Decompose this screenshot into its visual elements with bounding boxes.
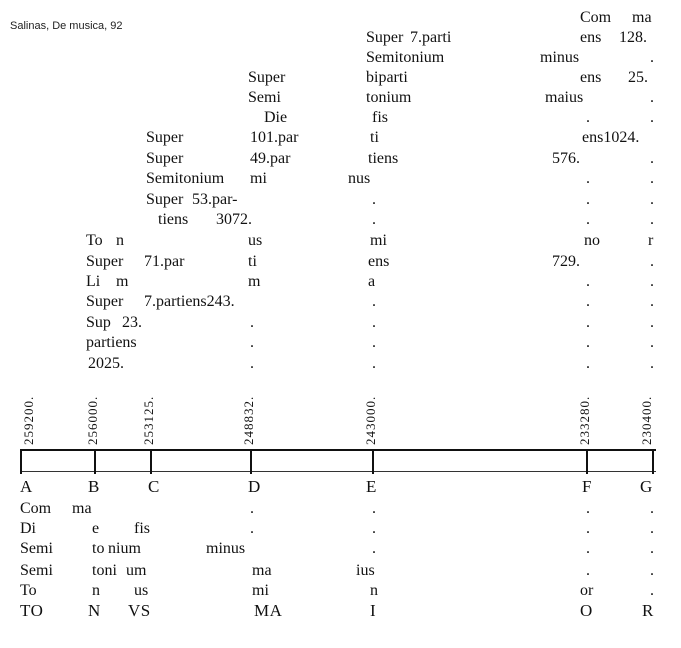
division-tick — [250, 449, 252, 474]
diagram-word: Semitonium — [146, 170, 225, 187]
capital-label: MA — [254, 601, 283, 620]
diagram-word: tiens — [368, 150, 399, 167]
diagram-word: Com — [20, 500, 52, 517]
diagram-word: To — [20, 582, 37, 599]
division-tick — [652, 449, 654, 474]
diagram-word: maius — [545, 89, 584, 106]
diagram-word: . — [650, 520, 654, 537]
diagram-word: . — [650, 500, 654, 517]
diagram-word: 729. — [552, 253, 580, 270]
diagram-word: 7.partiens243. — [144, 293, 235, 310]
diagram-word: Super — [146, 150, 184, 167]
capital-label: D — [248, 477, 261, 496]
diagram-word: To — [86, 232, 103, 249]
diagram-word: m — [248, 273, 261, 290]
diagram-word: . — [586, 170, 590, 187]
diagram-word: to — [92, 540, 105, 557]
diagram-word: . — [650, 109, 654, 126]
diagram-word: m — [116, 273, 129, 290]
diagram-word: Super — [248, 69, 286, 86]
diagram-word: ma — [252, 562, 272, 579]
string-length-number: 248832. — [241, 395, 256, 445]
diagram-word: fis — [372, 109, 388, 126]
diagram-word: . — [372, 334, 376, 351]
diagram-word: Semitonium — [366, 49, 445, 66]
string-length-number: 256000. — [85, 395, 100, 445]
diagram-word: Di — [20, 520, 36, 537]
capital-label: N — [88, 601, 101, 620]
capital-label: B — [88, 477, 100, 496]
diagram-word: . — [650, 191, 654, 208]
capital-label: A — [20, 477, 33, 496]
diagram-word: ma — [72, 500, 92, 517]
diagram-word: mi — [370, 232, 387, 249]
diagram-word: . — [586, 562, 590, 579]
diagram-word: n — [370, 582, 378, 599]
diagram-word: . — [586, 314, 590, 331]
capital-label: O — [580, 601, 593, 620]
diagram-word: ma — [632, 9, 652, 26]
diagram-word: toni — [92, 562, 117, 579]
capital-label: VS — [128, 601, 151, 620]
diagram-word: . — [650, 273, 654, 290]
diagram-word: 25. — [628, 69, 648, 86]
diagram-word: e — [92, 520, 100, 537]
diagram-word: . — [650, 293, 654, 310]
diagram-word: biparti — [366, 69, 408, 86]
diagram-word: . — [372, 191, 376, 208]
diagram-word: no — [584, 232, 600, 249]
diagram-word: us — [248, 232, 263, 249]
diagram-word: . — [650, 89, 654, 106]
diagram-word: ti — [370, 129, 379, 146]
diagram-word: Super — [146, 191, 184, 208]
capital-label: TO — [20, 601, 44, 620]
diagram-word: minus — [540, 49, 580, 66]
diagram-word: 71.par — [144, 253, 185, 270]
diagram-word: . — [650, 211, 654, 228]
capital-label: R — [642, 601, 654, 620]
diagram-word: partiens — [86, 334, 137, 351]
diagram-word: mi — [250, 170, 267, 187]
capital-label: G — [640, 477, 653, 496]
page-caption: Salinas, De musica, 92 — [10, 20, 123, 32]
diagram-word: Semi — [20, 562, 53, 579]
diagram-word: . — [250, 500, 254, 517]
diagram-word: 23. — [122, 314, 142, 331]
capital-label: I — [370, 601, 377, 620]
diagram-word: Com — [580, 9, 612, 26]
diagram-word: . — [586, 520, 590, 537]
division-tick — [94, 449, 96, 474]
diagram-word: a — [368, 273, 376, 290]
diagram-word: 49.par — [250, 150, 291, 167]
string-length-number: 259200. — [21, 395, 36, 445]
diagram-word: tonium — [366, 89, 412, 106]
diagram-word: . — [372, 520, 376, 537]
diagram-word: ti — [248, 253, 257, 270]
division-tick — [586, 449, 588, 474]
division-tick — [20, 449, 22, 474]
diagram-word: Die — [264, 109, 288, 126]
diagram-word: . — [650, 582, 654, 599]
diagram-word: . — [372, 355, 376, 372]
diagram-word: . — [586, 211, 590, 228]
diagram-word: . — [586, 191, 590, 208]
diagram-word: 3072. — [216, 211, 252, 228]
diagram-word: n — [92, 582, 100, 599]
diagram-word: tiens — [158, 211, 189, 228]
diagram-word: ens1024. — [582, 129, 640, 146]
diagram-word: . — [650, 314, 654, 331]
diagram-word: . — [650, 150, 654, 167]
diagram-word: 101.par — [250, 129, 299, 146]
diagram-word: . — [372, 540, 376, 557]
diagram-word: . — [586, 273, 590, 290]
diagram-word: Li — [86, 273, 101, 290]
string-length-number: 230400. — [639, 395, 654, 445]
diagram-word: ens — [368, 253, 390, 270]
diagram-word: um — [126, 562, 147, 579]
diagram-word: . — [586, 334, 590, 351]
diagram-word: . — [650, 355, 654, 372]
capital-label: E — [366, 477, 377, 496]
diagram-word: 2025. — [88, 355, 124, 372]
diagram-word: minus — [206, 540, 246, 557]
diagram-word: . — [586, 355, 590, 372]
diagram-word: Sup — [86, 314, 111, 331]
diagram-word: . — [250, 314, 254, 331]
diagram-word: 53.par- — [192, 191, 238, 208]
diagram-word: ens — [580, 69, 602, 86]
division-tick — [150, 449, 152, 474]
diagram-word: ius — [356, 562, 375, 579]
diagram-word: . — [372, 293, 376, 310]
diagram-word: . — [250, 355, 254, 372]
diagram-word: Semi — [20, 540, 53, 557]
diagram-word: . — [586, 500, 590, 517]
diagram-word: . — [650, 253, 654, 270]
diagram-word: . — [250, 520, 254, 537]
diagram-word: . — [650, 170, 654, 187]
diagram-word: n — [116, 232, 124, 249]
diagram-word: Super — [86, 293, 124, 310]
diagram-word: . — [650, 562, 654, 579]
diagram-word: Semi — [248, 89, 281, 106]
diagram-word: nium — [108, 540, 141, 557]
diagram-word: nus — [348, 170, 371, 187]
diagram-word: . — [650, 540, 654, 557]
diagram-word: fis — [134, 520, 150, 537]
diagram-word: mi — [252, 582, 269, 599]
diagram-word: . — [372, 500, 376, 517]
diagram-word: . — [372, 314, 376, 331]
diagram-word: . — [250, 334, 254, 351]
diagram-word: 7.parti — [410, 29, 452, 46]
diagram-word: Super — [86, 253, 124, 270]
capital-label: F — [582, 477, 592, 496]
diagram-word: . — [586, 540, 590, 557]
diagram-word: Super — [146, 129, 184, 146]
string-length-number: 233280. — [577, 395, 592, 445]
diagram-word: ens — [580, 29, 602, 46]
diagram-word: . — [586, 109, 590, 126]
diagram-word: . — [650, 49, 654, 66]
diagram-word: . — [650, 334, 654, 351]
diagram-word: 576. — [552, 150, 580, 167]
diagram-word: . — [586, 293, 590, 310]
division-tick — [372, 449, 374, 474]
string-length-number: 253125. — [141, 395, 156, 445]
diagram-word: Super — [366, 29, 404, 46]
diagram-word: 128. — [619, 29, 647, 46]
diagram-word: us — [134, 582, 149, 599]
diagram-word: or — [580, 582, 594, 599]
string-length-number: 243000. — [363, 395, 378, 445]
capital-label: C — [148, 477, 160, 496]
diagram-word: r — [648, 232, 654, 249]
diagram-word: . — [372, 211, 376, 228]
